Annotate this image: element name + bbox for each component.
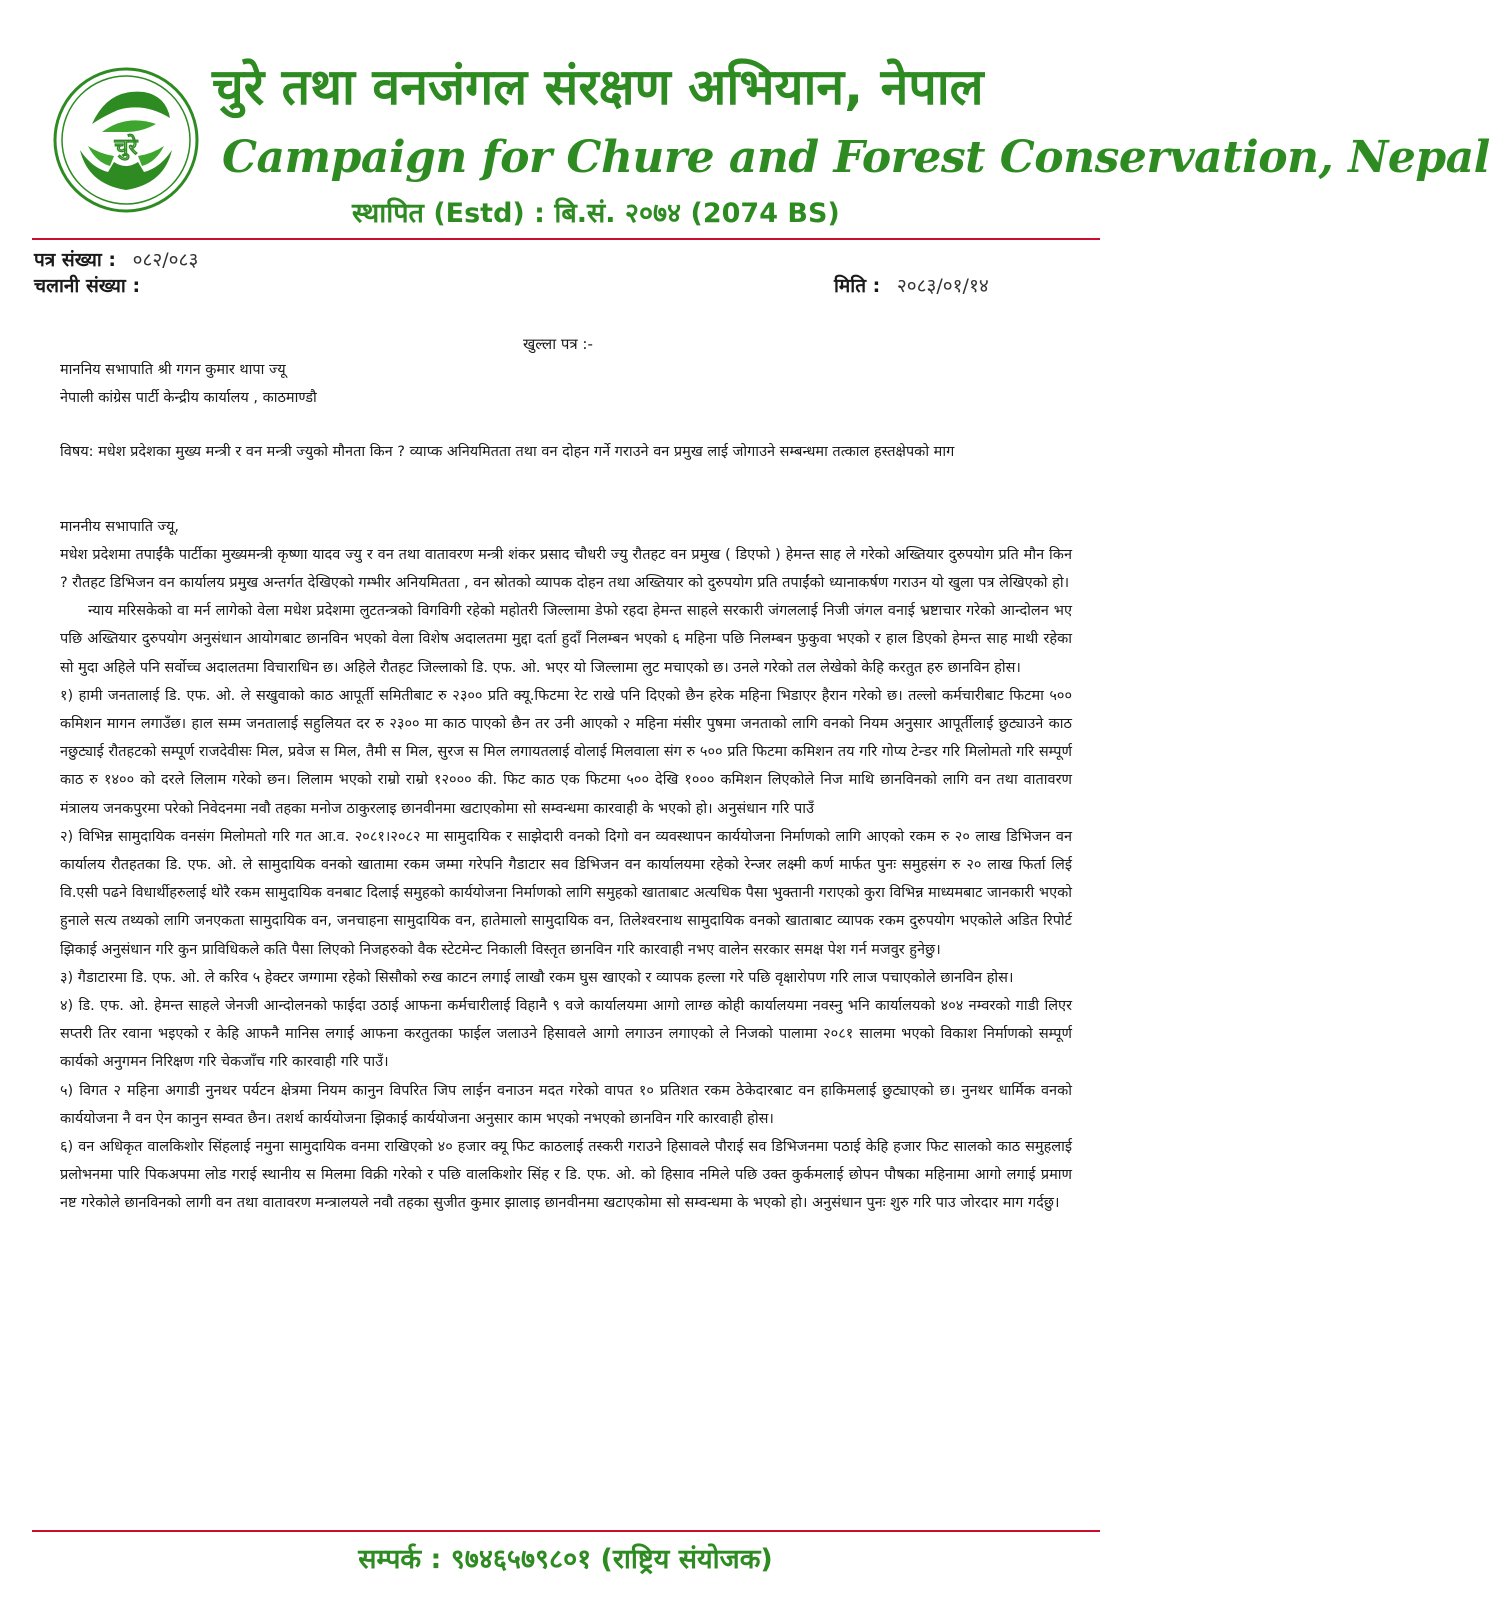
letter-number: [34, 246, 198, 274]
paragraph-point-3: ३) गैडाटारमा डि. एफ. ओ. ले करिव ५ हेक्टर जग्गामा रहेको सिसौको रुख काटन लगाई लाखौ रकम घुस खाएको र व्यापक हल्ला गरे पछि वृक्षारोपण गरि लाज पचाएकोले छानविन होस।: [60, 969, 1014, 986]
letter-date-value: २०८३/०१/१४: [896, 275, 989, 297]
organization-name-nepali: चुरे तथा वनजंगल संरक्षण अभियान, नेपाल: [212, 58, 984, 116]
paragraph-point-6: ६) वन अधिकृत वालकिशोर सिंहलाई नमुना सामुदायिक वनमा राखिएको ४० हजार क्यू फिट काठलाई तस्करी गराउने हिसावले पौराई सव डिभिजनमा पठाई केहि हजार फिट सालको काठ समुहलाई प्रलोभनमा पारि पिकअपमा लोड गराई स्थानीय स मिलमा विक्री गरेको र पछि वालकिशोर सिंह र डि. एफ. ओ. को हिसाव नमिले पछि उक्त कुर्कमलाई छोपन पौषका महिनामा आगो लगाई प्रमाण नष्ट गरेकोले छानविनको लागी वन तथा वातावरण मन्त्रालयले नवौ तहका सुजीत कुमार झालाइ छानवीनमा खटाएकोमा सो सम्वन्धमा के भएको हो। अनुसंधान पुनः शुरु गरि पाउ जोरदार माग गर्दछु।: [60, 1139, 1072, 1212]
recipient-line: माननिय सभापाति श्री गगन कुमार थापा ज्यू: [60, 362, 286, 378]
letter-number-label: पत्र संख्या :: [34, 249, 117, 271]
footer-divider: [32, 1530, 1100, 1532]
letter-subject: विषय: मधेश प्रदेशका मुख्य मन्त्री र वन मन्त्री ज्युको मौनता किन ? व्याप्क अनियमितता तथा वन दोहन गर्ने गराउने वन प्रमुख लाई जोगाउने सम्बन्धमा तत्काल हस्तक्षेपको माग: [60, 444, 955, 461]
paragraph-point-4: ४) डि. एफ. ओ. हेमन्त साहले जेनजी आन्दोलनको फाईदा उठाई आफना कर्मचारीलाई विहानै ९ वजे कार्यालयमा आगो लाग्छ कोही कार्यालयमा नवस्नु भनि कार्यालयको ४०४ नम्वरको गाडी लिएर सप्तरी तिर रवाना भइएको र केहि आफनै मानिस लगाई आफना करतुतका फाईल जलाउने हिसावले आगो लगाउन लगाएको ले निजको पालामा २०८१ सालमा भएको विकाश निर्माणको सम्पूर्ण कार्यको अनुगमन निरिक्षण गरि चेकजाँच गरि कारवाही गरि पाउँ।: [60, 998, 1072, 1071]
paragraph-point-5: ५) विगत २ महिना अगाडी नुनथर पर्यटन क्षेत्रमा नियम कानुन विपरित जिप लाईन वनाउन मदत गरेको वापत १० प्रतिशत रकम ठेकेदारबाट वन हाकिमलाई छुट्याएको छ। नुनथर धार्मिक वनको कार्ययोजना नै वन ऐन कानुन सम्वत छैन। तशर्थ कार्ययोजना झिकाई कार्ययोजना अनुसार काम भएको नभएको छानविन गरि कारवाही होस।: [60, 1082, 1072, 1127]
leaf-hands-logo-icon: [52, 66, 200, 214]
letter-number-value: ०८२/०८३: [132, 249, 199, 271]
organization-name-english: Campaign for Chure and Forest Conservation, Nepal: [222, 132, 1490, 183]
contact-info: सम्पर्क : ९७४६५७९८०१ (राष्ट्रिय संयोजक): [358, 1544, 773, 1575]
paragraph-point-2: २) विभिन्न सामुदायिक वनसंग मिलोमतो गरि गत आ.व. २०८१।२०८२ मा सामुदायिक र साझेदारी वनको दिगो वन व्यवस्थापन कार्ययोजना निर्माणको लागि आएको रकम रु २० लाख डिभिजन वन कार्यालय रौतहतका डि. एफ. ओ. ले सामुदायिक वनको खातामा रकम जम्मा गरेपनि गैडाटार सव डिभिजन वन कार्यालयमा रहेको रेन्जर लक्ष्मी कर्ण मार्फत पुनः समुहसंग रु २० लाख फिर्ता लिई वि.एसी पढने विधार्थीहरुलाई थोरै रकम सामुदायिक वनबाट दिलाई समुहको कार्ययोजना निर्माणको लागि समुहको खाताबाट अत्यधिक पैसा भुक्तानी गराएको कुरा विभिन्न माध्यमबाट जानकारी भएको हुनाले सत्य तथ्यको लागि जनएकता सामुदायिक वन, जनचाहना सामुदायिक वन, हातेमालो सामुदायिक वन, तिलेश्वरनाथ सामुदायिक वनको खाताबाट व्यापक रकम दुरुपयोग भएकोले अडित रिपोर्ट झिकाई अनुसंधान गरि कुन प्राविधिकले कति पैसा लिएको निजहरुको वैक स्टेटमेन्ट निकाली विस्तृत छानविन गरि कारवाही नभए वालेन सरकार समक्ष पेश गर्न मजवुर हुनेछु।: [60, 828, 1072, 958]
recipient-line: नेपाली कांग्रेस पार्टी केन्द्रीय कार्यालय , काठमाण्डौ: [60, 390, 317, 407]
dispatch-number-label: चलानी संख्या :: [34, 275, 141, 297]
paragraph-intro: मधेश प्रदेशमा तपाईंकै पार्टीका मुख्यमन्त्री कृष्णा यादव ज्यु र वन तथा वातावरण मन्त्री शंकर प्रसाद चौधरी ज्यु रौतहट वन प्रमुख ( डिएफो ) हेमन्त साह ले गरेको अख्तियार दुरुपयोग प्रति मौन किन ? रौतहट डिभिजन वन कार्यालय प्रमुख अन्तर्गत देखिएको गम्भीर अनियमितता , वन स्रोतको व्यापक दोहन तथा अख्तियार को दुरुपयोग प्रति तपाईंको ध्यानाकर्षण गराउन यो खुला पत्र लेखिएको हो।: [60, 546, 1072, 592]
paragraph-background: न्याय मरिसकेको वा मर्न लागेको वेला मधेश प्रदेशमा लुटतन्त्रको विगविगी रहेको महोतरी जिल्लामा डेफो रहदा हेमन्त साहले सरकारी जंगललाई निजी जंगल वनाई भ्रष्टाचार गरेको आन्दोलन भए पछि अख्तियार दुरुपयोग अनुसंधान आयोगबाट छानविन भएको वेला विशेष अदालतमा मुद्दा दर्ता हुदाँ निलम्बन भएको ६ महिना पछि निलम्बन फुकुवा भएको र हाल डिएको हेमन्त साह माथी रहेका सो मुदा अहिले पनि सर्वोच्च अदालतमा विचाराधिन छ। अहिले रौतहट जिल्लाको डि. एफ. ओ. भएर यो जिल्लामा लुट मचाएको छ। उनले गरेको तल लेखेको केहि करतुत हरु छानविन होस।: [60, 603, 1072, 676]
letter-body: [60, 356, 1072, 1218]
established-date: स्थापित (Estd) : बि.सं. २०७४ (2074 BS): [352, 198, 840, 229]
letter-greeting: माननीय सभापाति ज्यू,: [60, 518, 179, 535]
letter-date: [834, 272, 989, 300]
logo-text: चुरे: [114, 135, 138, 160]
dispatch-number: [34, 272, 140, 300]
open-letter-heading: खुल्ला पत्र :-: [523, 335, 593, 353]
paragraph-point-1: १) हामी जनतालाई डि. एफ. ओ. ले सखुवाको काठ आपूर्ती समितीबाट रु २३०० प्रति क्यू.फिटमा रेट राखे पनि दिएको छैन हरेक महिना भिडाएर हैरान गरेको छ। तल्लो कर्मचारीबाट फिटमा ५०० कमिशन मागन लगाउँछ। हाल सम्म जनतालाई सहुलियत दर रु २३०० मा काठ पाएको छैन तर उनी आएको २ महिना मंसीर पुषमा जनताको लागि वनको नियम अनुसार आपूर्तीलाई छुट्याउने काठ नछुट्याई रौतहटको सम्पूर्ण राजदेवीसः मिल, प्रवेज स मिल, तैमी स मिल, सुरज स मिल लगायतलाई वोलाई मिलवाला संग रु ५०० प्रति फिटमा कमिशन तय गरि गोप्य टेन्डर गरि मिलोमतो गरि सम्पूर्ण काठ रु १४०० को दरले लिलाम गरेको छन। लिलाम भएको राम्रो राम्रो १२००० की. फिट काठ एक फिटमा ५०० देखि १००० कमिशन लिएकोले निज माथि छानविनको लागि वन तथा वातावरण मंत्रालय जनकपुरमा परेको निवेदनमा नवौ तहका मनोज ठाकुरलाइ छानवीनमा खटाएकोमा सो सम्वन्धमा कारवाही के भएको हो। अनुसंधान गरि पाउँ: [60, 687, 1072, 817]
header-divider: [32, 238, 1100, 240]
letter-date-label: मिति :: [834, 275, 881, 297]
organization-logo: [52, 66, 200, 214]
